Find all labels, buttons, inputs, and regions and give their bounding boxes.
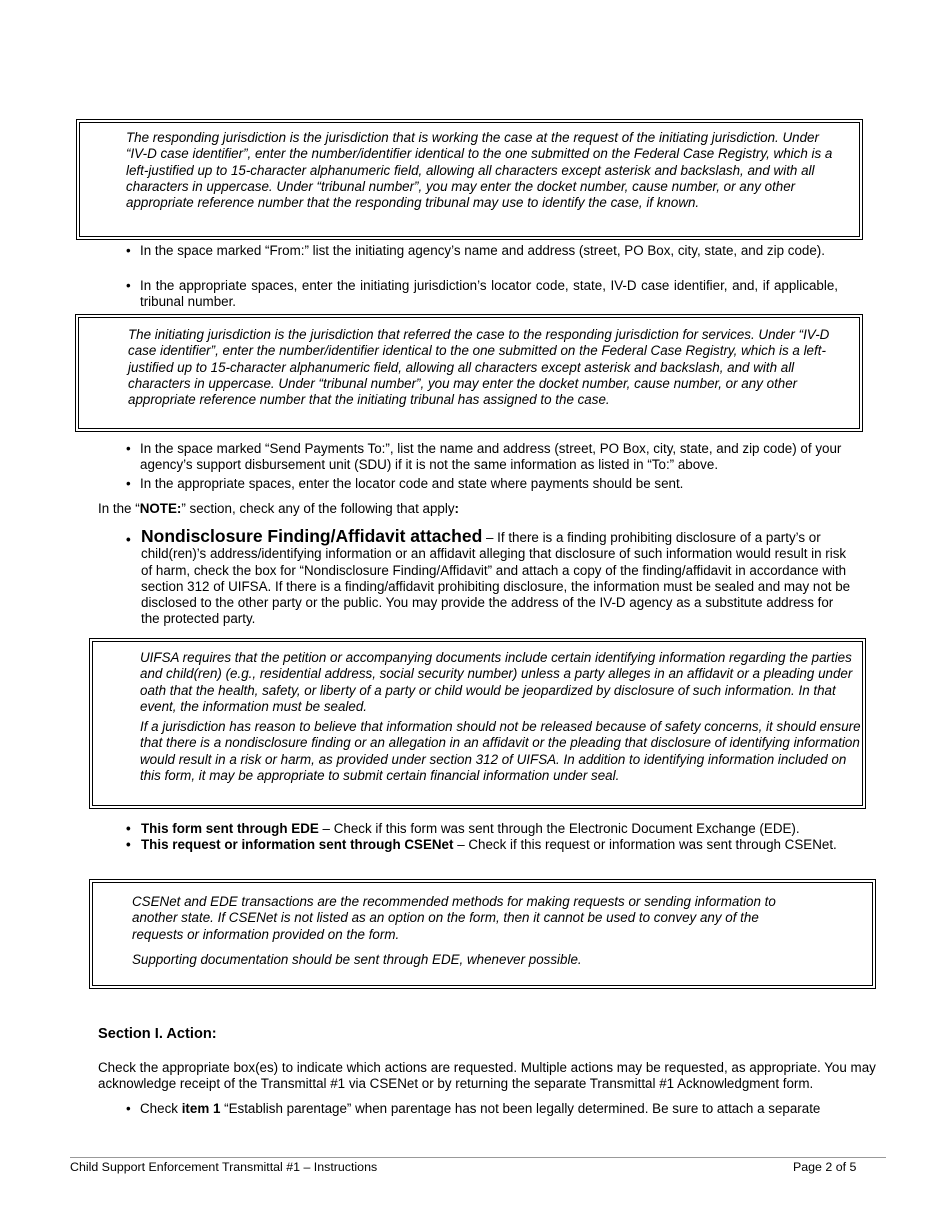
bullet-item-1-pre: Check	[140, 1101, 182, 1116]
bullet-csenet-label: This request or information sent through CSENet	[141, 837, 454, 852]
bullet-dot: •	[126, 1101, 131, 1116]
bullet-initiating-codes	[126, 278, 838, 311]
bullet-csenet-text	[141, 837, 838, 853]
bullet-dot: •	[126, 441, 131, 456]
bullet-item-1-text	[140, 1101, 886, 1117]
bullet-dot: •	[126, 243, 131, 258]
nondisclosure-body: – If there is a finding prohibiting disclosure of a party’s or child(ren)’s address/identifying information or an affidavit alleging that disclosure of such information would result in risk of harm, check the box for “Nondisclosure Finding/Affidavit” and attach a copy of the finding/affidavit in accordance with section 312 of UIFSA. If there is a finding/affidavit prohibiting disclosure, the information must be sealed and may not be disclosed to the other party or the public. You may provide the address of the IV-D agency as a substitute address for the protected party.	[141, 530, 851, 627]
csenet-ede-paragraph-2: Supporting documentation should be sent through EDE, whenever possible.	[132, 952, 582, 967]
note-intro-colon: :	[454, 501, 459, 516]
csenet-ede-paragraph-1: CSENet and EDE transactions are the recommended methods for making requests or sending information to another state. If CSENet is not listed as an option on the form, then it cannot be used to convey any of the requests or information provided on the form.	[132, 894, 776, 942]
bullet-nondisclosure	[126, 528, 852, 628]
bullet-ede	[126, 821, 838, 837]
bullet-initiating-codes-text: In the appropriate spaces, enter the initiating jurisdiction’s locator code, state, IV-D case identifier, and, if applicable, tribunal number.	[140, 278, 838, 310]
note-intro-label: NOTE:	[139, 501, 182, 516]
bullet-send-payments-text: In the space marked “Send Payments To:”, list the name and address (street, PO Box, city, state, and zip code) of your agency’s support disbursement unit (SDU) if it is not the same information as listed in “To:” above.	[140, 441, 842, 473]
csenet-ede-note	[89, 879, 876, 989]
initiating-jurisdiction-note	[75, 314, 863, 432]
nondisclosure-title: Nondisclosure Finding/Affidavit attached	[141, 526, 483, 546]
uifsa-paragraph-1: UIFSA requires that the petition or accompanying documents include certain identifying information regarding the parties and child(ren) (e.g., residential address, social security number) unless a party alleges in an affidavit or a pleading under oath that the health, safety, or liberty of a party or child would be jeopardized by disclosure of such information. In that event, the information must be sealed.	[140, 650, 853, 714]
bullet-dot: •	[126, 532, 131, 547]
bullet-item-1-label: item 1	[181, 1101, 221, 1116]
responding-jurisdiction-text: The responding jurisdiction is the jurisdiction that is working the case at the request of the initiating jurisdiction. Under “IV-D case identifier”, enter the number/identifier identical to the one submitted on the Federal Case Registry, which is a left-justified up to 15-character alphanumeric field, allowing all characters except asterisk and backslash, and with all characters in uppercase. Under “tribunal number”, you may enter the docket number, cause number, or any other appropriate reference number that the responding tribunal may use to identify the case, if known.	[126, 130, 833, 211]
note-intro-pre: In the “	[98, 501, 140, 516]
footer-title: Child Support Enforcement Transmittal #1 – Instructions	[70, 1160, 378, 1174]
note-intro-post: ” section, check any of the following that apply	[181, 501, 455, 516]
bullet-from-text: In the space marked “From:” list the initiating agency’s name and address (street, PO Box, city, state, and zip code).	[140, 243, 825, 258]
bullet-dot: •	[126, 837, 131, 852]
responding-jurisdiction-note	[76, 119, 863, 240]
bullet-csenet	[126, 837, 838, 853]
bullet-dot: •	[126, 278, 131, 293]
bullet-locator-code	[126, 476, 842, 492]
bullet-ede-label: This form sent through EDE	[141, 821, 319, 836]
note-intro	[98, 501, 858, 517]
bullet-ede-text	[141, 821, 838, 837]
footer-rule	[70, 1157, 886, 1158]
bullet-send-payments	[126, 441, 842, 474]
bullet-from	[126, 243, 838, 259]
footer-page-number: Page 2 of 5	[793, 1160, 857, 1174]
bullet-item-1-post: “Establish parentage” when parentage has not been legally determined. Be sure to attach a separate	[220, 1101, 821, 1116]
nondisclosure-text	[141, 528, 852, 628]
bullet-dot: •	[126, 821, 131, 836]
bullet-dot: •	[126, 476, 131, 491]
bullet-ede-body: – Check if this form was sent through the Electronic Document Exchange (EDE).	[318, 821, 800, 836]
section-1-text: Check the appropriate box(es) to indicate which actions are requested. Multiple actions may be requested, as appropriate. You may acknowledge receipt of the Transmittal #1 via CSENet or by returning the separate Transmittal #1 Acknowledgment form.	[98, 1060, 876, 1092]
section-1-title: Section I. Action:	[98, 1026, 217, 1042]
bullet-locator-code-text: In the appropriate spaces, enter the locator code and state where payments should be sent.	[140, 476, 684, 491]
uifsa-paragraph-2: If a jurisdiction has reason to believe that information should not be released because of safety concerns, it should ensure that there is a nondisclosure finding or an allegation in an affidavit or the pleading that disclosure of identifying information would result in a risk or harm, as provided under section 312 of UIFSA. In addition to identifying information included on this form, it may be appropriate to submit certain financial information under seal.	[140, 719, 861, 783]
bullet-item-1	[126, 1101, 886, 1117]
bullet-csenet-body: – Check if this request or information was sent through CSENet.	[453, 837, 837, 852]
initiating-jurisdiction-text: The initiating jurisdiction is the jurisdiction that referred the case to the responding jurisdiction for services. Under “IV-D case identifier”, enter the number/identifier identical to the one submitted on the Federal Case Registry, which is a left-justified up to 15-character alphanumeric field, allowing all characters except asterisk and backslash, and with all characters in uppercase. Under “tribunal number”, you may enter the docket number, cause number, or any other appropriate reference number that the initiating tribunal has assigned to the case.	[128, 327, 830, 408]
uifsa-note	[89, 638, 866, 809]
